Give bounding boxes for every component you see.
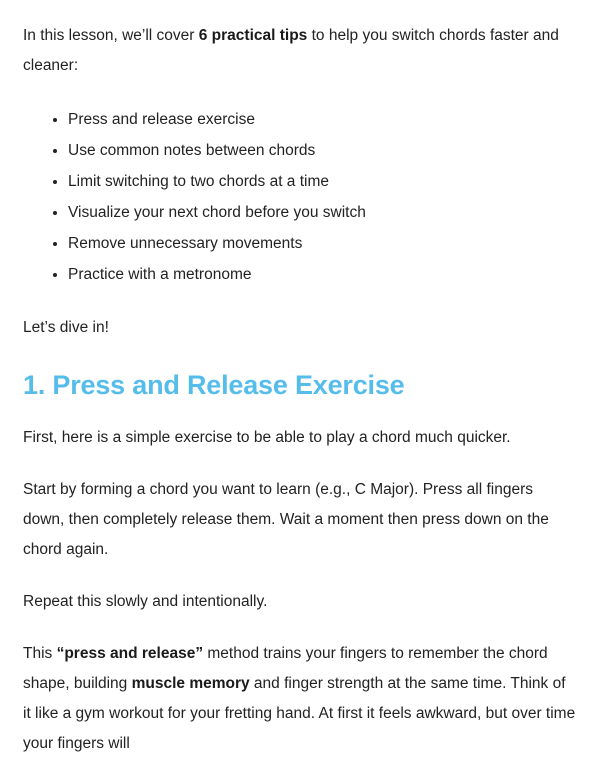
list-item: • Visualize your next chord before you switch — [68, 197, 577, 228]
paragraph-method — [23, 639, 577, 759]
list-item: • Use common notes between chords — [68, 135, 577, 166]
intro-suffix: to help you switch chords faster and cleaner: — [23, 27, 559, 74]
section-heading: 1. Press and Release Exercise — [23, 370, 405, 400]
list-item: • Limit switching to two chords at a time — [68, 166, 577, 197]
list-item: • Practice with a metronome — [68, 259, 577, 290]
method-text-1: This — [23, 645, 57, 662]
paragraph-repeat: Repeat this slowly and intentionally. — [23, 593, 268, 610]
method-text-2: method trains your fingers to remember the chord shape, building — [23, 645, 548, 692]
tips-list — [23, 104, 577, 290]
intro-paragraph — [23, 21, 577, 81]
paragraph-first: First, here is a simple exercise to be able to play a chord much quicker. — [23, 429, 511, 446]
paragraph-start: Start by forming a chord you want to learn (e.g., C Major). Press all fingers down, then completely release them. Wait a moment then press down on the chord again. — [23, 481, 549, 558]
list-item: • Remove unnecessary movements — [68, 228, 577, 259]
method-bold-1: “press and release” — [56, 645, 204, 662]
intro-prefix: In this lesson, we’ll cover — [23, 27, 199, 44]
intro-bold: 6 practical tips — [198, 27, 308, 44]
dive-in-text: Let’s dive in! — [23, 319, 109, 336]
method-text-3: and finger strength at the same time. Think of it like a gym workout for your fretting hand. At first it feels awkward, but over time your fingers will — [23, 675, 576, 752]
list-item: • Press and release exercise — [68, 104, 577, 135]
method-bold-2: muscle memory — [131, 675, 250, 692]
